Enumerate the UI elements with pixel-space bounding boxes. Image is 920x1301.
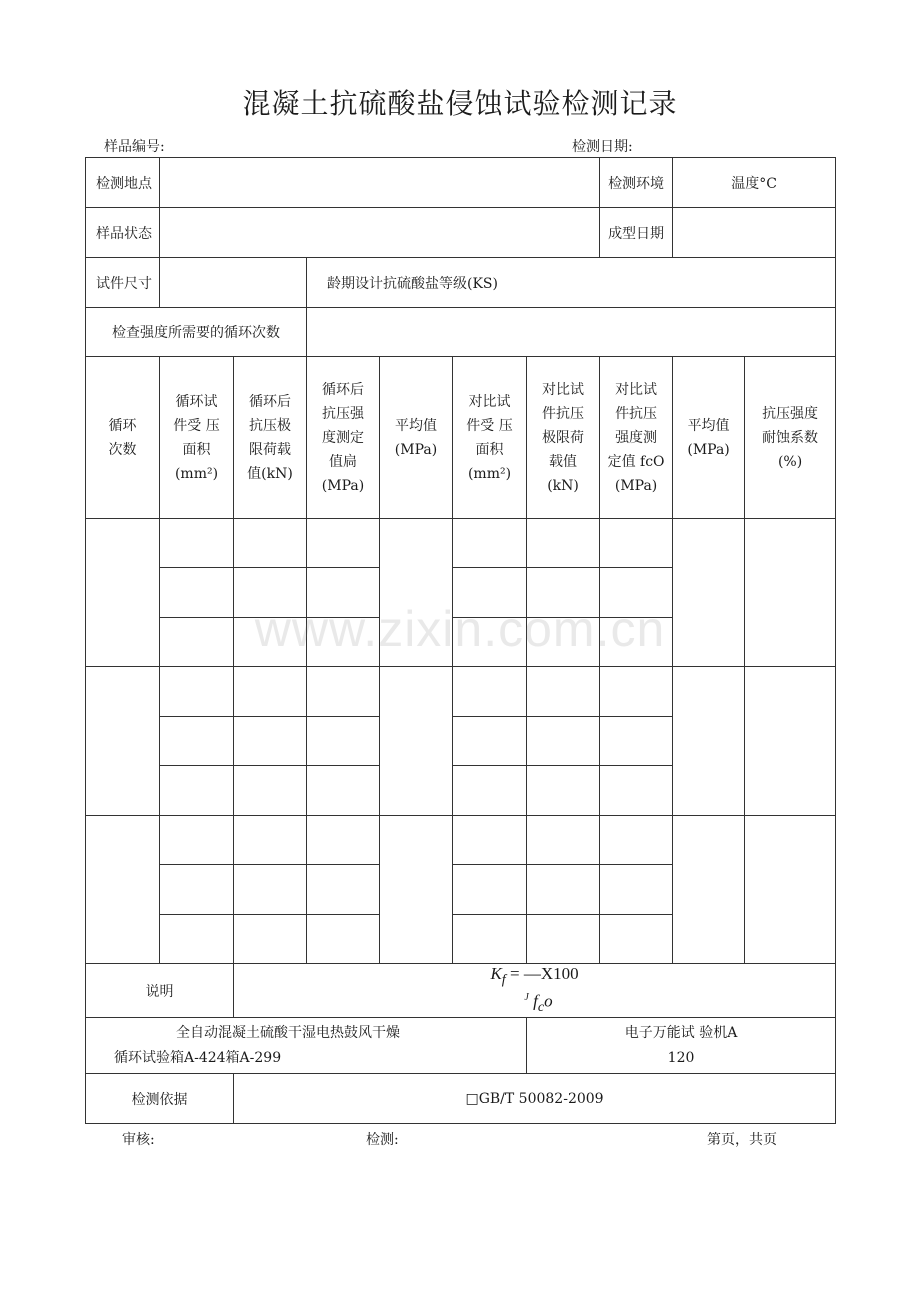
data-cell[interactable] (527, 816, 600, 865)
data-cell[interactable] (234, 915, 307, 964)
table-row (86, 519, 836, 568)
data-cell[interactable] (453, 915, 527, 964)
header-cycle-specimen-area: 循环试 件受 压 面积 (mm²) (160, 357, 234, 519)
equipment-right-cell (527, 1018, 836, 1074)
equipment-right-line2: 120 (667, 1049, 695, 1066)
data-cell[interactable] (307, 865, 380, 915)
data-cell[interactable] (160, 667, 234, 717)
data-cell[interactable] (600, 618, 673, 667)
control-average-cell[interactable] (673, 816, 745, 964)
header-corrosion-coefficient: 抗压强度 耐蚀系数 (%) (745, 357, 836, 519)
header-cycle-average: 平均值 (MPa) (380, 357, 453, 519)
data-cell[interactable] (234, 618, 307, 667)
header-cycle-ultimate-load: 循环后 抗压极 限荷载 值(kN) (234, 357, 307, 519)
equipment-left-cell (86, 1018, 527, 1074)
specimen-size-label: 试件尺寸 (86, 258, 160, 308)
table-row (86, 667, 836, 717)
data-cell[interactable] (160, 618, 234, 667)
data-cell[interactable] (453, 816, 527, 865)
data-cell[interactable] (307, 816, 380, 865)
coefficient-cell[interactable] (745, 519, 836, 667)
watermark: www.zixin.com.cn (254, 601, 666, 657)
note-label: 说明 (86, 964, 234, 1018)
ks-grade-label: 龄期设计抗硫酸盐等级(KS) (307, 258, 836, 308)
data-cell[interactable] (453, 667, 527, 717)
record-form-table (85, 157, 836, 1124)
data-cell[interactable] (307, 568, 380, 618)
data-cell[interactable] (453, 865, 527, 915)
data-cell[interactable] (600, 766, 673, 816)
data-cell[interactable] (234, 568, 307, 618)
cycle-count-cell[interactable] (86, 816, 160, 964)
data-cell[interactable] (160, 816, 234, 865)
equipment-left-line1: 全自动混凝土硫酸干湿电热鼓风干燥 (176, 1024, 400, 1041)
data-cell[interactable] (453, 568, 527, 618)
data-cell[interactable] (527, 717, 600, 766)
test-date-label: 检测日期: (572, 139, 633, 155)
data-cell[interactable] (600, 519, 673, 568)
formula-cell (234, 964, 836, 1018)
data-cell[interactable] (307, 915, 380, 964)
equipment-left-line2: 循环试验箱A-424箱A-299 (114, 1049, 282, 1066)
data-cell[interactable] (234, 816, 307, 865)
data-cell[interactable] (527, 865, 600, 915)
header-cycle-count: 循环 次数 (86, 357, 160, 519)
cycle-count-cell[interactable] (86, 667, 160, 816)
coefficient-cell[interactable] (745, 667, 836, 816)
test-environment-label: 检测环境 (600, 158, 673, 208)
data-cell[interactable] (453, 618, 527, 667)
corrosion-formula: $K_f$ = —X100 $^J$ $f_co$ (490, 964, 579, 1015)
cycle-average-cell[interactable] (380, 816, 453, 964)
test-location-value[interactable] (160, 158, 600, 208)
sample-state-label: 样品状态 (86, 208, 160, 258)
data-cell[interactable] (160, 915, 234, 964)
data-cell[interactable] (600, 915, 673, 964)
molding-date-value[interactable] (673, 208, 836, 258)
data-cell[interactable] (600, 816, 673, 865)
data-cell[interactable] (600, 865, 673, 915)
data-cell[interactable] (527, 667, 600, 717)
cycles-needed-label: 检查强度所需要的循环次数 (86, 308, 307, 357)
sample-state-value[interactable] (160, 208, 600, 258)
sample-no-label: 样品编号: (104, 139, 165, 155)
data-cell[interactable] (527, 519, 600, 568)
data-cell[interactable] (453, 766, 527, 816)
data-cell[interactable] (234, 667, 307, 717)
data-cell[interactable] (234, 766, 307, 816)
cycles-needed-value[interactable] (307, 308, 836, 357)
header-control-average: 平均值 (MPa) (673, 357, 745, 519)
data-cell[interactable] (160, 766, 234, 816)
data-cell[interactable] (307, 717, 380, 766)
data-cell[interactable] (234, 865, 307, 915)
data-cell[interactable] (234, 717, 307, 766)
data-cell[interactable] (600, 568, 673, 618)
reviewer-label: 审核: (122, 1132, 155, 1148)
cycle-average-cell[interactable] (380, 667, 453, 816)
equipment-right-line1: 电子万能试 验机A (624, 1024, 738, 1041)
data-cell[interactable] (453, 519, 527, 568)
coefficient-cell[interactable] (745, 816, 836, 964)
data-cell[interactable] (527, 568, 600, 618)
data-cell[interactable] (307, 618, 380, 667)
data-cell[interactable] (453, 717, 527, 766)
data-cell[interactable] (160, 568, 234, 618)
specimen-size-value[interactable] (160, 258, 307, 308)
data-cell[interactable] (160, 519, 234, 568)
test-location-label: 检测地点 (86, 158, 160, 208)
test-basis-label: 检测依据 (86, 1074, 234, 1124)
test-basis-value[interactable]: □GB/T 50082-2009 (234, 1074, 836, 1124)
data-cell[interactable] (527, 618, 600, 667)
temperature-label: 温度°C (673, 158, 836, 208)
data-cell[interactable] (527, 915, 600, 964)
control-average-cell[interactable] (673, 519, 745, 667)
data-cell[interactable] (160, 717, 234, 766)
data-cell[interactable] (527, 766, 600, 816)
cycle-count-cell[interactable] (86, 519, 160, 667)
data-cell[interactable] (234, 519, 307, 568)
data-cell[interactable] (160, 865, 234, 915)
header-control-ultimate-load: 对比试 件抗压 极限荷 载值 (kN) (527, 357, 600, 519)
header-cycle-strength: 循环后 抗压强 度测定 值扃 (MPa) (307, 357, 380, 519)
data-cell[interactable] (307, 519, 380, 568)
header-control-specimen-area: 对比试 件受 压 面积 (mm²) (453, 357, 527, 519)
data-cell[interactable] (600, 667, 673, 717)
molding-date-label: 成型日期 (600, 208, 673, 258)
table-row (86, 816, 836, 865)
control-average-cell[interactable] (673, 667, 745, 816)
data-cell[interactable] (307, 766, 380, 816)
header-control-strength: 对比试 件抗压 强度测 定值 fcO (MPa) (600, 357, 673, 519)
data-cell[interactable] (307, 667, 380, 717)
column-header-row (86, 357, 836, 519)
data-cell[interactable] (600, 717, 673, 766)
page-count-label: 第页，共页 (707, 1132, 777, 1148)
tester-label: 检测: (366, 1132, 399, 1148)
cycle-average-cell[interactable] (380, 519, 453, 667)
document-title: 混凝土抗硫酸盐侵蚀试验检测记录 (242, 87, 678, 120)
